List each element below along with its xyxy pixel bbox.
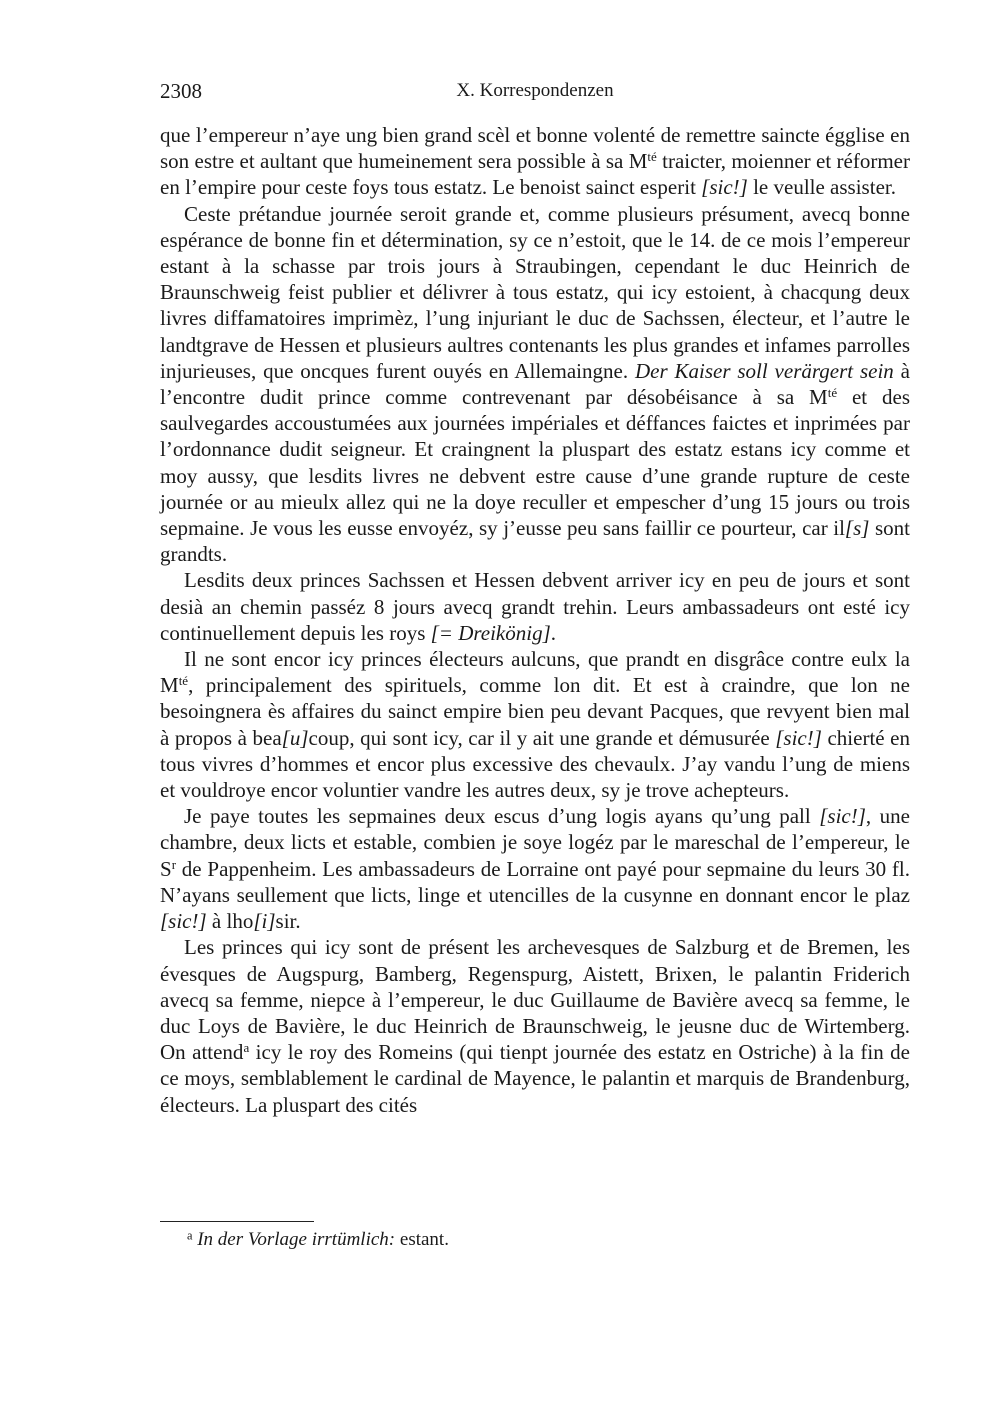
paragraph [160, 646, 910, 803]
paragraph [160, 201, 910, 568]
paragraph [160, 803, 910, 934]
text-run: de Pappenheim. Les ambassadeurs de Lorraine ont payé pour sepmaine du leurs 30 fl. N’ayans seullement que licts, linge et utencilles de la cusynne en donnant encor le plaz [160, 856, 910, 907]
italic-text: [i] [253, 909, 276, 934]
footnote-text: estant. [395, 1229, 449, 1250]
italic-text: [u] [281, 725, 309, 750]
italic-text: [s] [844, 516, 870, 541]
text-run: à lho [206, 909, 254, 934]
text-run: à l’encontre dudit prince comme contrevenant par désobéisance à sa M [160, 358, 910, 410]
running-head [160, 78, 910, 122]
footnote-marker: a [187, 1228, 193, 1243]
italic-text: [sic!] [819, 804, 866, 829]
text-run: Je paye toutes les sepmaines deux escus d’ung logis ayans qu’ung pall [184, 804, 820, 829]
paragraph [160, 934, 910, 1117]
text-run: sir. [275, 909, 301, 934]
superscript: té [827, 384, 838, 400]
text-run: sont grandts. [160, 516, 910, 567]
page-number: 2308 [160, 79, 202, 103]
superscript: a [243, 1039, 250, 1055]
text-run: que l’empereur n’aye ung bien grand scèl et bonne volenté de remettre saincte égglise en son estre et aultant que humeinement sera possible à sa M [160, 123, 910, 174]
italic-text: [sic!] [775, 725, 822, 750]
italic-text: Der Kaiser soll verärgert sein [634, 358, 894, 383]
text-run: , une chambre, deux licts et estable, combien je soye logéz par le mareschal de l’empereur, le S [160, 804, 910, 881]
footnote-label: In der Vorlage irrtümlich: [197, 1229, 396, 1250]
text-run: icy le roy des Romeins (qui tienpt journée des estatz en Ostriche) à la fin de ce moys, semblablement le cardinal de Mayence, le palantin et marquis de Brandenburg, électeurs. La pluspart des cités [160, 1040, 910, 1117]
text-run: coup, qui sont icy, car il y ait une grande et démusurée [308, 725, 776, 750]
italic-text: [sic!] [701, 175, 748, 200]
text-run: Lesdits deux princes Sachssen et Hessen debvent arriver icy en peu de jours et sont desià an chemin passéz 8 jours avecq grandt trehin. Leurs ambassadeurs ont esté icy continuellement depuis les roys [160, 568, 910, 645]
italic-text: [= Dreikönig] [430, 620, 551, 645]
text-run: Il ne sont encor icy princes électeurs aulcuns, que prandt en disgrâce contre eulx la M [160, 647, 910, 698]
italic-text: [sic!] [160, 909, 207, 934]
text-run: Les princes qui icy sont de présent les archevesques de Salzburg et de Bremen, les évesques de Augspurg, Bamberg, Regenspurg, Aistett, Brixen, le palantin Friderich avecq sa femme, niepce à l’empereur, le duc Guillaume de Bavière avecq sa femme, le duc Loys de Bavière, le duc Heinrich de Braunschweig, le jeusne duc de Wirtemberg. On attend [160, 935, 910, 1065]
text-run: chierté en tous vivres d’hommes et encor plus excessive des chevaulx. J’ay vandu l’ung de miens et vouldroye encor voluntier vandre les autres deux, sy je trove achepteurs. [160, 725, 910, 803]
text-run: Ceste prétandue journée seroit grande et, comme plusieurs présument, avecq bonne espérance de bonne fin et détermination, sy ce n’estoit, que le 14. de ce mois l’empereur estant à la schasse par trois jours à Straubingen, cependant le duc Heinrich de Braunschweig feist publier et délivrer à tous estatz, qui icy estoient, à chacqung deux livres diffamatoires imprimèz, l’ung injuriant le duc de Sachssen, électeur, et l’autre le landtgrave de Hessen et plusieurs aultres contenants les plus grandes et infames parrolles injurieuses, que oncques furent ouyés en Allemaingne. [160, 201, 910, 383]
paragraph [160, 567, 910, 646]
text-run: , principalement des spirituels, comme lon dit. Et est à craindre, que lon ne besoingnera ès affaires du sainct empire bien peu devant Pacques, que revyent bien mal à propos à bea [160, 673, 910, 750]
footnote-divider [160, 1221, 314, 1222]
footnote [187, 1228, 449, 1252]
superscript: té [647, 149, 657, 165]
paragraph [160, 122, 910, 201]
text-run: . [550, 620, 557, 645]
superscript: té [178, 673, 189, 689]
text-run: et des saulvegardes accoustumées aux journées impériales et déffances faictes et inprimées par l’ordonnance dudit seigneur. Et craingnent la pluspart des estatz estans icy comme et moy aussy, que lesdits livres ne debvent estre cause d’une grande rupture de ceste journée or au mieulx allez qui ne la doye reculler et empescher d’ung 15 jours ou trois sepmaine. Je vous les eusse envoyéz, sy j’eusse peu sans faillir ce pourteur, car il [160, 385, 910, 541]
document-page [160, 78, 910, 1118]
superscript: r [171, 856, 177, 872]
body-text [160, 122, 910, 1118]
text-run: traicter, moienner et réformer en l’empire pour ceste foys tous estatz. Le benoist sainct esperit [160, 149, 910, 200]
section-title: X. Korrespondenzen [456, 80, 614, 101]
text-run: le veulle assister. [747, 175, 896, 200]
